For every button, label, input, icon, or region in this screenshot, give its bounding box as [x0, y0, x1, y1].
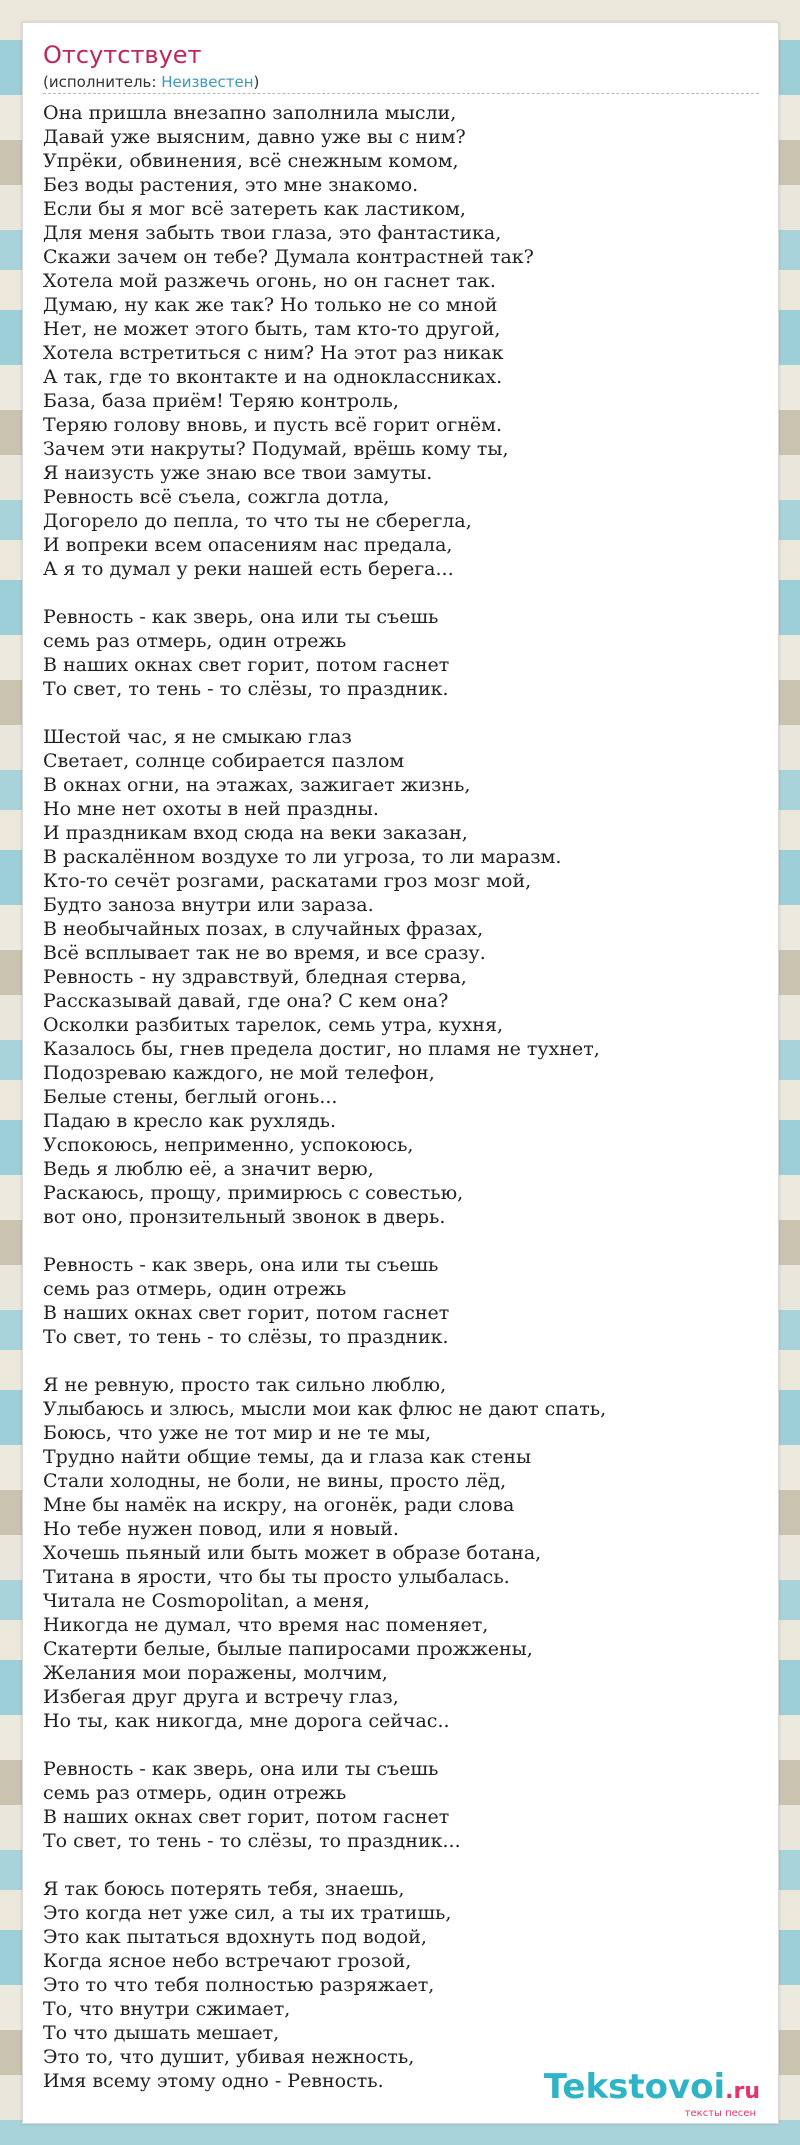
lyric-line: Это то, что душит, убивая нежность,	[43, 2046, 415, 2068]
lyric-line: То свет, то тень - то слёзы, то праздник.	[43, 1326, 449, 1348]
lyric-line: Давай уже выясним, давно уже вы с ним?	[43, 126, 466, 148]
lyric-line: Это как пытаться вдохнуть под водой,	[43, 1926, 427, 1948]
logo-wordmark	[544, 2069, 760, 2110]
lyric-line: Скажи зачем он тебе? Думала контрастней так?	[43, 246, 534, 268]
lyric-line: Для меня забыть твои глаза, это фантастика,	[43, 222, 502, 244]
byline-prefix: (исполнитель:	[43, 73, 162, 91]
lyric-line: Читала не Cosmopolitan, а меня,	[43, 1590, 370, 1612]
lyric-line: Без воды растения, это мне знакомо.	[43, 174, 419, 196]
artist-byline	[43, 73, 759, 94]
lyric-line: семь раз отмерь, один отрежь	[43, 1782, 347, 1804]
lyric-line: Шестой час, я не смыкаю глаз	[43, 726, 352, 748]
lyric-line: Она пришла внезапно заполнила мысли,	[43, 102, 457, 124]
lyric-line: Хотела встретиться с ним? На этот раз никак	[43, 342, 504, 364]
lyric-line: Имя всему этому одно - Ревность.	[43, 2070, 384, 2092]
lyric-line: семь раз отмерь, один отрежь	[43, 630, 347, 652]
lyric-line: Раскаюсь, прощу, примирюсь с совестью,	[43, 1182, 464, 1204]
stanza-gap	[43, 1349, 763, 1373]
lyric-line: Боюсь, что уже не тот мир и не те мы,	[43, 1422, 431, 1444]
lyric-line: Но ты, как никогда, мне дорога сейчас..	[43, 1710, 450, 1732]
lyric-line: Это когда нет уже сил, а ты их тратишь,	[43, 1902, 452, 1924]
lyric-line: Ревность - как зверь, она или ты съешь	[43, 1254, 439, 1276]
stanza-gap	[43, 1733, 763, 1757]
lyrics-text	[43, 101, 763, 2093]
lyric-line: Я наизусть уже знаю все твои замуты.	[43, 462, 433, 484]
lyric-line: Это то что тебя полностью разряжает,	[43, 1974, 435, 1996]
stanza-gap	[43, 701, 763, 725]
lyric-line: Ведь я люблю её, а значит верю,	[43, 1158, 374, 1180]
lyric-line: В необычайных позах, в случайных фразах,	[43, 918, 484, 940]
lyric-line: Будто заноза внутри или зараза.	[43, 894, 374, 916]
lyric-line: Мне бы намёк на искру, на огонёк, ради слова	[43, 1494, 515, 1516]
lyric-line: Упрёки, обвинения, всё снежным комом,	[43, 150, 459, 172]
lyric-line: А я то думал у реки нашей есть берега...	[43, 558, 454, 580]
lyric-line: Ревность всё съела, сожгла дотла,	[43, 486, 390, 508]
lyrics-card	[22, 22, 779, 2124]
lyric-line: Светает, солнце собирается пазлом	[43, 750, 405, 772]
lyric-line: Казалось бы, гнев предела достиг, но пламя не тухнет,	[43, 1038, 600, 1060]
stanza-gap	[43, 1853, 763, 1877]
lyric-line: Всё всплывает так не во время, и все сразу.	[43, 942, 486, 964]
lyric-line: Я так боюсь потерять тебя, знаешь,	[43, 1878, 405, 1900]
lyric-line: Если бы я мог всё затереть как ластиком,	[43, 198, 466, 220]
lyric-line: То свет, то тень - то слёзы, то праздник...	[43, 1830, 461, 1852]
lyric-line: вот оно, пронзительный звонок в дверь.	[43, 1206, 446, 1228]
lyric-line: Теряю голову вновь, и пусть всё горит огнём.	[43, 414, 502, 436]
lyric-line: Ревность - как зверь, она или ты съешь	[43, 606, 439, 628]
lyric-line: Подозреваю каждого, не мой телефон,	[43, 1062, 435, 1084]
logo-tld: .ru	[725, 2079, 760, 2104]
lyric-line: В наших окнах свет горит, потом гаснет	[43, 654, 450, 676]
logo-tagline: тексты песен	[684, 2108, 756, 2119]
lyric-line: Догорело до пепла, то что ты не сберегла,	[43, 510, 472, 532]
lyric-line: В окнах огни, на этажах, зажигает жизнь,	[43, 774, 471, 796]
stanza-gap	[43, 581, 763, 605]
lyric-line: Когда ясное небо встречают грозой,	[43, 1950, 412, 1972]
lyric-line: Желания мои поражены, молчим,	[43, 1662, 388, 1684]
lyric-line: И вопреки всем опасениям нас предала,	[43, 534, 453, 556]
lyric-line: Титана в ярости, что бы ты просто улыбалась.	[43, 1566, 510, 1588]
lyric-line: Ревность - ну здравствуй, бледная стерва,	[43, 966, 467, 988]
lyric-line: Я не ревную, просто так сильно люблю,	[43, 1374, 447, 1396]
lyric-line: Успокоюсь, неприменно, успокоюсь,	[43, 1134, 414, 1156]
lyric-line: В наших окнах свет горит, потом гаснет	[43, 1302, 450, 1324]
lyric-line: То, что внутри сжимает,	[43, 1998, 291, 2020]
lyric-line: Хотела мой разжечь огонь, но он гаснет так.	[43, 270, 496, 292]
lyric-line: Нет, не может этого быть, там кто-то другой,	[43, 318, 501, 340]
lyric-line: Никогда не думал, что время нас поменяет,	[43, 1614, 489, 1636]
lyric-line: Но мне нет охоты в ней праздны.	[43, 798, 379, 820]
lyric-line: В раскалённом воздухе то ли угроза, то ли маразм.	[43, 846, 562, 868]
lyric-line: семь раз отмерь, один отрежь	[43, 1278, 347, 1300]
lyric-line: То что дышать мешает,	[43, 2022, 280, 2044]
lyric-line: Улыбаюсь и злюсь, мысли мои как флюс не дают спать,	[43, 1398, 607, 1420]
lyric-line: Зачем эти накруты? Подумай, врёшь кому ты,	[43, 438, 509, 460]
lyric-line: Трудно найти общие темы, да и глаза как стены	[43, 1446, 532, 1468]
lyric-line: База, база приём! Теряю контроль,	[43, 390, 399, 412]
lyric-line: Белые стены, беглый огонь...	[43, 1086, 338, 1108]
site-logo[interactable]	[544, 2069, 760, 2119]
song-title: Отсутствует	[43, 41, 202, 69]
lyric-line: Думаю, ну как же так? Но только не со мной	[43, 294, 498, 316]
lyric-line: Осколки разбитых тарелок, семь утра, кухня,	[43, 1014, 503, 1036]
lyric-line: Хочешь пьяный или быть может в образе ботана,	[43, 1542, 542, 1564]
stanza-gap	[43, 1229, 763, 1253]
lyric-line: Скатерти белые, былые папиросами прожжены,	[43, 1638, 533, 1660]
lyric-line: Ревность - как зверь, она или ты съешь	[43, 1758, 439, 1780]
lyric-line: Кто-то сечёт розгами, раскатами гроз мозг мой,	[43, 870, 532, 892]
byline-suffix: )	[253, 73, 260, 91]
lyric-line: Избегая друг друга и встречу глаз,	[43, 1686, 399, 1708]
lyric-line: И праздникам вход сюда на веки заказан,	[43, 822, 468, 844]
artist-link[interactable]: Неизвестен	[161, 73, 254, 91]
lyric-line: А так, где то вконтакте и на одноклассниках.	[43, 366, 503, 388]
lyric-line: То свет, то тень - то слёзы, то праздник.	[43, 678, 449, 700]
lyric-line: Стали холодны, не боли, не вины, просто лёд,	[43, 1470, 507, 1492]
lyric-line: Но тебе нужен повод, или я новый.	[43, 1518, 399, 1540]
logo-brand: Tekstovoi	[543, 2067, 726, 2107]
lyric-line: Рассказывай давай, где она? С кем она?	[43, 990, 449, 1012]
lyric-line: Падаю в кресло как рухлядь.	[43, 1110, 337, 1132]
lyric-line: В наших окнах свет горит, потом гаснет	[43, 1806, 450, 1828]
